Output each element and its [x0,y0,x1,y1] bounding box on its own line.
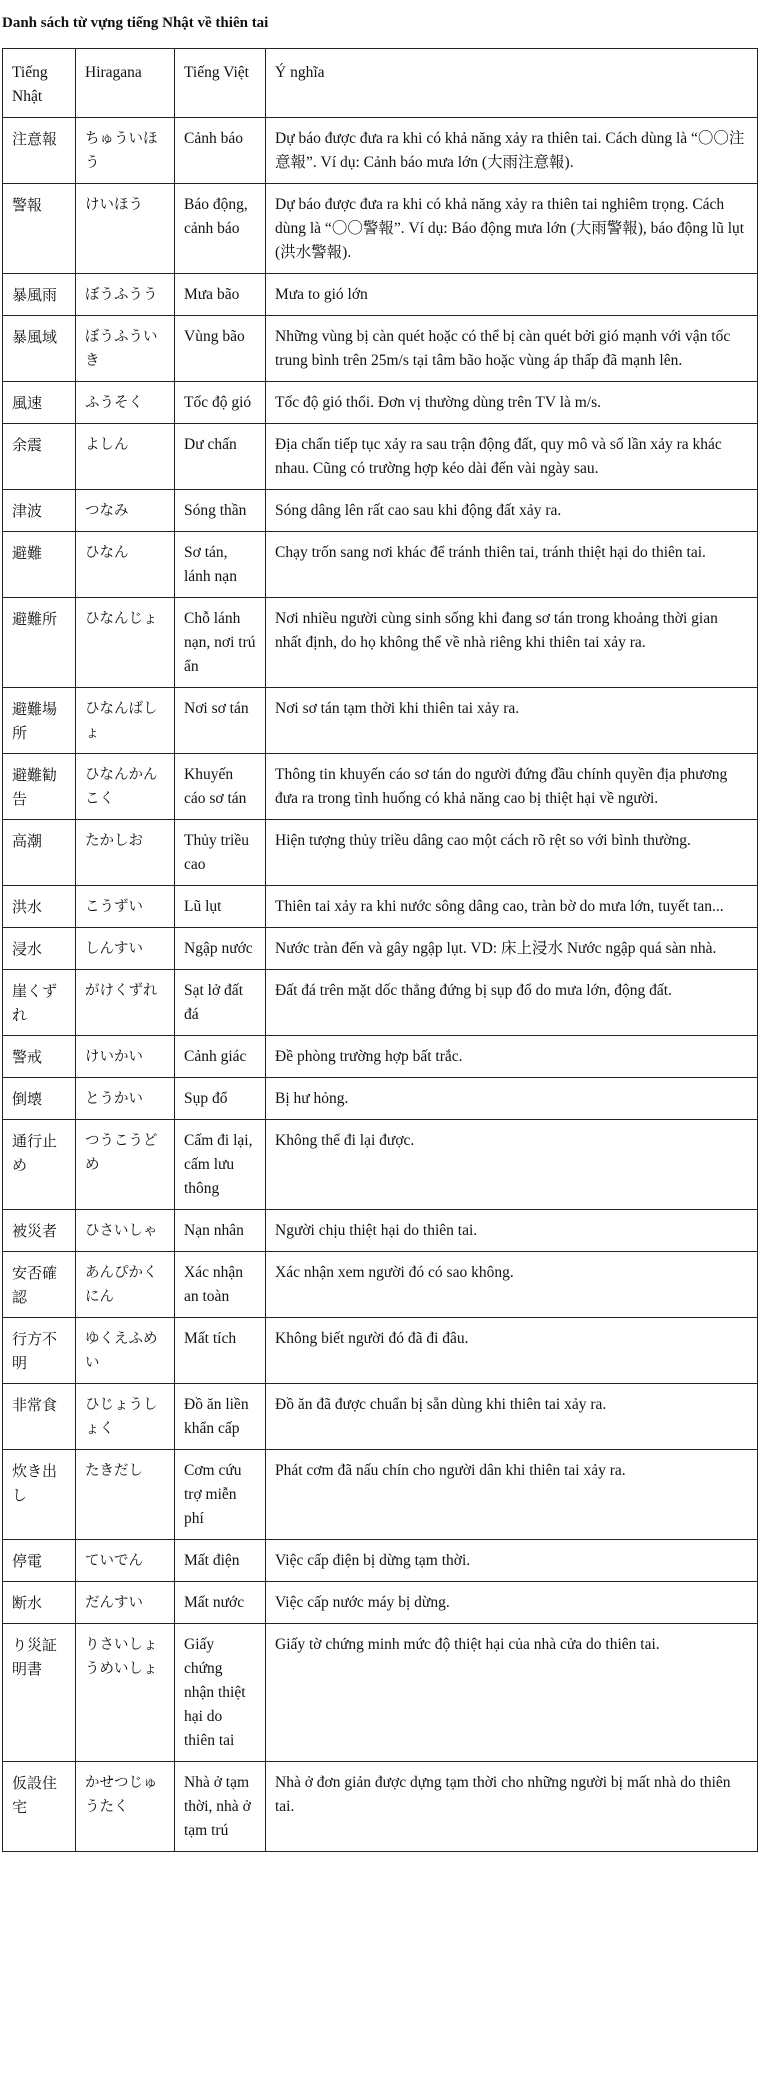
vietnamese-term-cell: Sơ tán, lánh nạn [175,532,266,598]
table-row [3,928,758,970]
meaning-cell: Thiên tai xảy ra khi nước sông dâng cao, tràn bờ do mưa lớn, tuyết tan... [266,886,758,928]
vietnamese-term-cell: Chỗ lánh nạn, nơi trú ẩn [175,598,266,688]
hiragana-cell: こうずい [76,886,175,928]
vietnamese-term-cell: Cấm đi lại, cấm lưu thông [175,1120,266,1210]
meaning-cell: Nước tràn đến và gây ngập lụt. VD: 床上浸水 Nước ngập quá sàn nhà. [266,928,758,970]
hiragana-cell: たかしお [76,820,175,886]
vocabulary-table-body [3,118,758,1852]
vietnamese-term-cell: Cảnh báo [175,118,266,184]
meaning-cell: Chạy trốn sang nơi khác để tránh thiên tai, tránh thiệt hại do thiên tai. [266,532,758,598]
meaning-cell: Tốc độ gió thổi. Đơn vị thường dùng trên TV là m/s. [266,382,758,424]
japanese-term-cell: 警報 [3,184,76,274]
japanese-term-cell: 暴風域 [3,316,76,382]
table-row [3,274,758,316]
column-header-vietnamese: Tiếng Việt [175,49,266,118]
meaning-cell: Đất đá trên mặt dốc thẳng đứng bị sụp đổ do mưa lớn, động đất. [266,970,758,1036]
vietnamese-term-cell: Sóng thần [175,490,266,532]
meaning-cell: Việc cấp nước máy bị dừng. [266,1582,758,1624]
hiragana-cell: たきだし [76,1450,175,1540]
japanese-term-cell: 風速 [3,382,76,424]
hiragana-cell: ひじょうしょく [76,1384,175,1450]
japanese-term-cell: 避難 [3,532,76,598]
vietnamese-term-cell: Mất nước [175,1582,266,1624]
meaning-cell: Nơi nhiều người cùng sinh sống khi đang sơ tán trong khoảng thời gian nhất định, do họ không thể về nhà riêng khi thiên tai xảy ra. [266,598,758,688]
table-row [3,1036,758,1078]
table-row [3,598,758,688]
vietnamese-term-cell: Nhà ở tạm thời, nhà ở tạm trú [175,1762,266,1852]
japanese-term-cell: 洪水 [3,886,76,928]
japanese-term-cell: 仮設住宅 [3,1762,76,1852]
vietnamese-term-cell: Dư chấn [175,424,266,490]
hiragana-cell: ふうそく [76,382,175,424]
vietnamese-term-cell: Đồ ăn liền khẩn cấp [175,1384,266,1450]
hiragana-cell: ていでん [76,1540,175,1582]
japanese-term-cell: 注意報 [3,118,76,184]
hiragana-cell: ひなんばしょ [76,688,175,754]
hiragana-cell: ひなんじょ [76,598,175,688]
hiragana-cell: よしん [76,424,175,490]
hiragana-cell: とうかい [76,1078,175,1120]
meaning-cell: Không thể đi lại được. [266,1120,758,1210]
meaning-cell: Những vùng bị càn quét hoặc có thể bị càn quét bởi gió mạnh với vận tốc trung bình trên 25m/s tại tâm bão hoặc vùng áp thấp đã mạnh lên. [266,316,758,382]
meaning-cell: Đồ ăn đã được chuẩn bị sẵn dùng khi thiên tai xảy ra. [266,1384,758,1450]
table-row [3,316,758,382]
vietnamese-term-cell: Báo động, cảnh báo [175,184,266,274]
japanese-term-cell: 通行止め [3,1120,76,1210]
vietnamese-term-cell: Khuyến cáo sơ tán [175,754,266,820]
meaning-cell: Bị hư hỏng. [266,1078,758,1120]
table-row [3,688,758,754]
meaning-cell: Thông tin khuyến cáo sơ tán do người đứng đầu chính quyền địa phương đưa ra trong tình huống có khả năng cao bị thiệt hại về người. [266,754,758,820]
vietnamese-term-cell: Cơm cứu trợ miễn phí [175,1450,266,1540]
vietnamese-term-cell: Mưa bão [175,274,266,316]
hiragana-cell: あんぴかくにん [76,1252,175,1318]
japanese-term-cell: 余震 [3,424,76,490]
japanese-term-cell: 避難所 [3,598,76,688]
table-row [3,1624,758,1762]
hiragana-cell: けいかい [76,1036,175,1078]
japanese-term-cell: 避難場所 [3,688,76,754]
meaning-cell: Giấy tờ chứng minh mức độ thiệt hại của nhà cửa do thiên tai. [266,1624,758,1762]
table-row [3,886,758,928]
vietnamese-term-cell: Tốc độ gió [175,382,266,424]
hiragana-cell: ひなんかんこく [76,754,175,820]
meaning-cell: Nơi sơ tán tạm thời khi thiên tai xảy ra. [266,688,758,754]
hiragana-cell: ちゅういほう [76,118,175,184]
hiragana-cell: ひなん [76,532,175,598]
japanese-term-cell: り災証明書 [3,1624,76,1762]
japanese-term-cell: 津波 [3,490,76,532]
meaning-cell: Nhà ở đơn giản được dựng tạm thời cho những người bị mất nhà do thiên tai. [266,1762,758,1852]
vietnamese-term-cell: Ngập nước [175,928,266,970]
japanese-term-cell: 非常食 [3,1384,76,1450]
hiragana-cell: ぼうふういき [76,316,175,382]
hiragana-cell: けいほう [76,184,175,274]
table-row [3,184,758,274]
table-row [3,754,758,820]
hiragana-cell: ひさいしゃ [76,1210,175,1252]
table-row [3,1540,758,1582]
hiragana-cell: りさいしょうめいしょ [76,1624,175,1762]
table-row [3,1384,758,1450]
meaning-cell: Địa chấn tiếp tục xảy ra sau trận động đất, quy mô và số lần xảy ra khác nhau. Cũng có trường hợp kéo dài đến vài ngày sau. [266,424,758,490]
table-row [3,382,758,424]
vietnamese-term-cell: Mất điện [175,1540,266,1582]
vietnamese-term-cell: Nơi sơ tán [175,688,266,754]
vietnamese-term-cell: Cảnh giác [175,1036,266,1078]
japanese-term-cell: 行方不明 [3,1318,76,1384]
hiragana-cell: ぼうふうう [76,274,175,316]
column-header-meaning: Ý nghĩa [266,49,758,118]
hiragana-cell: つうこうどめ [76,1120,175,1210]
meaning-cell: Việc cấp điện bị dừng tạm thời. [266,1540,758,1582]
vietnamese-term-cell: Xác nhận an toàn [175,1252,266,1318]
hiragana-cell: だんすい [76,1582,175,1624]
hiragana-cell: つなみ [76,490,175,532]
japanese-term-cell: 高潮 [3,820,76,886]
meaning-cell: Không biết người đó đã đi đâu. [266,1318,758,1384]
vietnamese-term-cell: Vùng bão [175,316,266,382]
table-header-row [3,49,758,118]
document-title: Danh sách từ vựng tiếng Nhật về thiên tai [2,15,269,31]
japanese-term-cell: 断水 [3,1582,76,1624]
column-header-japanese: Tiếng Nhật [3,49,76,118]
table-row [3,970,758,1036]
meaning-cell: Đề phòng trường hợp bất trắc. [266,1036,758,1078]
vocabulary-table [2,48,758,1852]
table-row [3,1318,758,1384]
table-row [3,490,758,532]
japanese-term-cell: 停電 [3,1540,76,1582]
table-row [3,1582,758,1624]
japanese-term-cell: 被災者 [3,1210,76,1252]
meaning-cell: Xác nhận xem người đó có sao không. [266,1252,758,1318]
vietnamese-term-cell: Thủy triều cao [175,820,266,886]
meaning-cell: Mưa to gió lớn [266,274,758,316]
table-row [3,1450,758,1540]
table-row [3,424,758,490]
vietnamese-term-cell: Sụp đổ [175,1078,266,1120]
japanese-term-cell: 暴風雨 [3,274,76,316]
vietnamese-term-cell: Giấy chứng nhận thiệt hại do thiên tai [175,1624,266,1762]
japanese-term-cell: 倒壊 [3,1078,76,1120]
meaning-cell: Phát cơm đã nấu chín cho người dân khi thiên tai xảy ra. [266,1450,758,1540]
meaning-cell: Hiện tượng thủy triều dâng cao một cách rõ rệt so với bình thường. [266,820,758,886]
japanese-term-cell: 崖くずれ [3,970,76,1036]
hiragana-cell: しんすい [76,928,175,970]
meaning-cell: Người chịu thiệt hại do thiên tai. [266,1210,758,1252]
table-row [3,820,758,886]
hiragana-cell: かせつじゅうたく [76,1762,175,1852]
japanese-term-cell: 警戒 [3,1036,76,1078]
japanese-term-cell: 避難勧告 [3,754,76,820]
meaning-cell: Sóng dâng lên rất cao sau khi động đất xảy ra. [266,490,758,532]
vietnamese-term-cell: Nạn nhân [175,1210,266,1252]
table-row [3,1252,758,1318]
japanese-term-cell: 安否確認 [3,1252,76,1318]
table-row [3,1762,758,1852]
hiragana-cell: ゆくえふめい [76,1318,175,1384]
vietnamese-term-cell: Sạt lở đất đá [175,970,266,1036]
japanese-term-cell: 炊き出し [3,1450,76,1540]
vietnamese-term-cell: Mất tích [175,1318,266,1384]
table-row [3,1120,758,1210]
column-header-hiragana: Hiragana [76,49,175,118]
table-row [3,1078,758,1120]
japanese-term-cell: 浸水 [3,928,76,970]
meaning-cell: Dự báo được đưa ra khi có khả năng xảy ra thiên tai nghiêm trọng. Cách dùng là “〇〇警報”. Ví dụ: Báo động mưa lớn (大雨警報), báo động lũ lụt (洪水警報). [266,184,758,274]
table-row [3,1210,758,1252]
meaning-cell: Dự báo được đưa ra khi có khả năng xảy ra thiên tai. Cách dùng là “〇〇注意報”. Ví dụ: Cảnh báo mưa lớn (大雨注意報). [266,118,758,184]
hiragana-cell: がけくずれ [76,970,175,1036]
table-row [3,532,758,598]
vietnamese-term-cell: Lũ lụt [175,886,266,928]
table-row [3,118,758,184]
